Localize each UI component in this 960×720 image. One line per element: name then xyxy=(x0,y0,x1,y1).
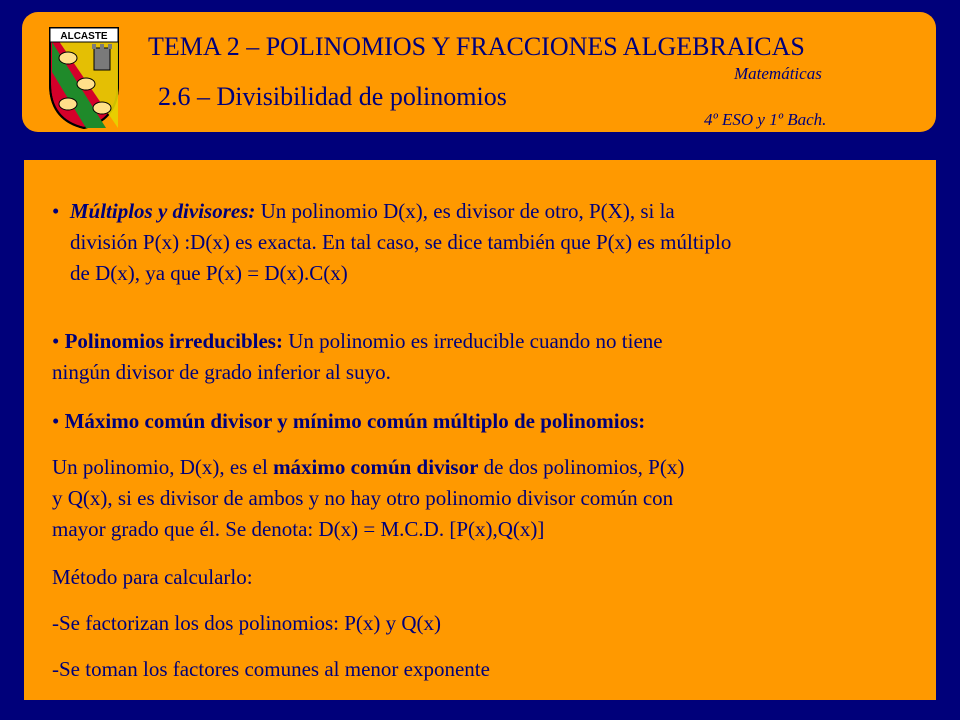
term-mcd: máximo común divisor xyxy=(273,455,479,479)
method-step-1: -Se factorizan los dos polinomios: P(x) y Q(x) xyxy=(52,611,442,635)
bullet-irreducible: • Polinomios irreducibles: Un polinomio es irreducible cuando no tiene ningún divisor de grado inferior al suyo. xyxy=(52,329,663,384)
term-irreducible: Polinomios irreducibles: xyxy=(64,329,283,353)
header-banner xyxy=(22,12,936,132)
bullet-dot: • xyxy=(52,409,65,433)
bullet-mcd-mcm xyxy=(52,406,645,437)
subject-label: Matemáticas xyxy=(734,64,822,83)
bullet-multiples-divisors: • Múltiplos y divisores: Un polinomio D(x), es divisor de otro, P(X), si la división P(x) :D(x) es exacta. En tal caso, se dice también que P(x) es múltiplo de D(x), ya que P(x) = D(x).C(x) xyxy=(52,199,732,285)
method-step-2: -Se toman los factores comunes al menor exponente xyxy=(52,657,490,681)
bullet-dot: • xyxy=(52,199,70,223)
topic-title: TEMA 2 – POLINOMIOS Y FRACCIONES ALGEBRAICAS xyxy=(148,32,805,61)
mcd-definition: Un polinomio, D(x), es el máximo común divisor de dos polinomios, P(x) y Q(x), si es divisor de ambos y no hay otro polinomio divisor común con mayor grado que él. Se denota: D(x) = M.C.D. [P(x),Q(x)] xyxy=(52,455,685,541)
method-title: Método para calcularlo: xyxy=(52,565,253,589)
term-mcd-mcm: Máximo común divisor y mínimo común múltiplo de polinomios: xyxy=(64,409,646,433)
term-multiples-divisors: Múltiplos y divisores: xyxy=(69,199,256,223)
content-panel xyxy=(24,160,936,700)
svg-text:ALCASTE: ALCASTE xyxy=(60,31,108,42)
course-level-label: 4º ESO y 1º Bach. xyxy=(704,110,827,129)
alcaste-shield-logo xyxy=(46,24,122,130)
section-subtitle: 2.6 – Divisibilidad de polinomios xyxy=(158,82,507,111)
bullet-dot: • xyxy=(52,329,65,353)
